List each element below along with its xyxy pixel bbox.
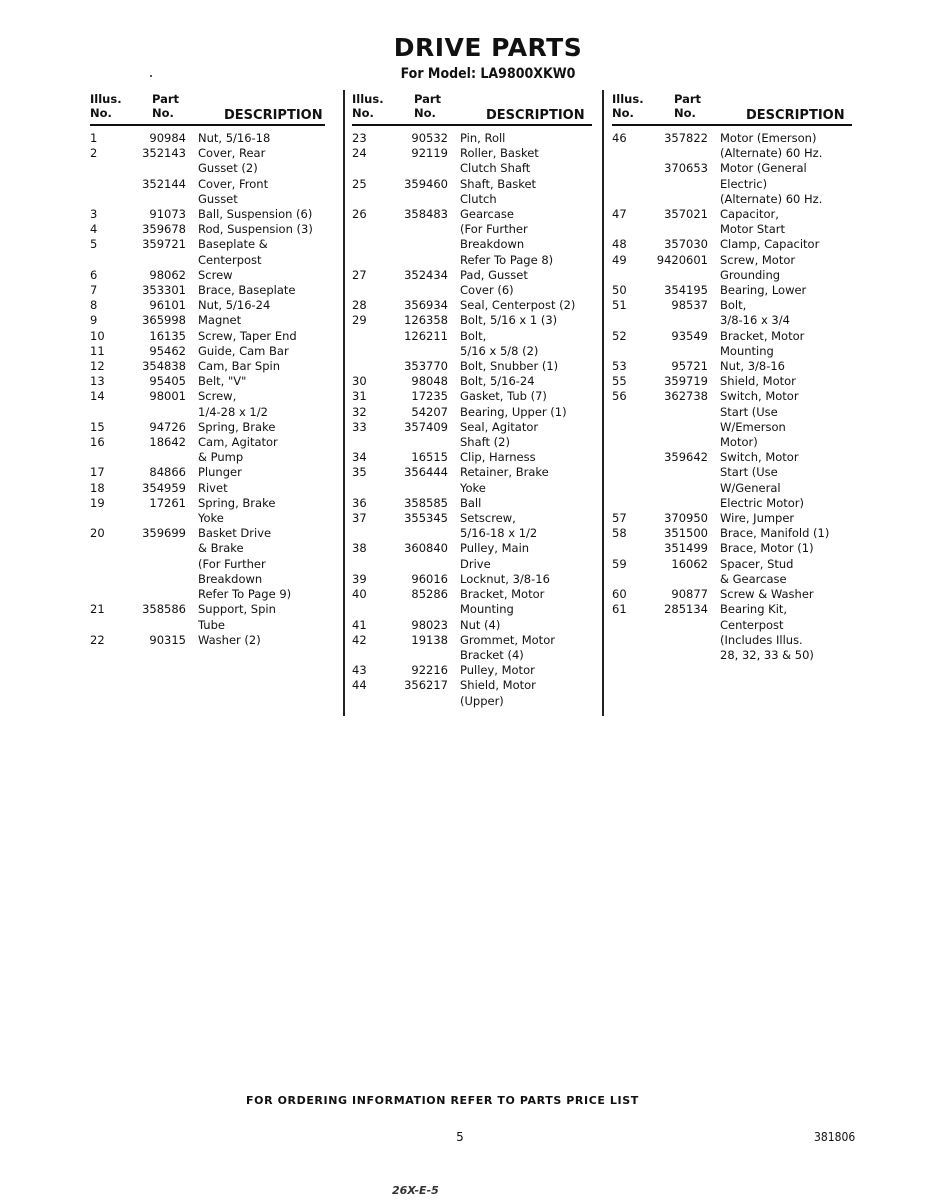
illus-number: 7 bbox=[90, 283, 98, 298]
part-description: Pulley, Motor bbox=[460, 663, 535, 678]
part-row bbox=[90, 131, 325, 146]
part-number: 98048 bbox=[411, 374, 448, 389]
part-number: 90315 bbox=[149, 632, 186, 647]
illus-number: 12 bbox=[90, 359, 105, 374]
part-row bbox=[352, 541, 592, 571]
illus-number: 20 bbox=[90, 526, 105, 541]
part-row bbox=[352, 496, 592, 511]
illus-number: 61 bbox=[612, 602, 627, 617]
illus-number: 25 bbox=[352, 176, 367, 191]
part-number: 359460 bbox=[404, 176, 448, 191]
part-row bbox=[612, 161, 852, 207]
part-number: 354195 bbox=[664, 283, 708, 298]
column-divider bbox=[343, 90, 345, 716]
part-row bbox=[612, 602, 852, 663]
part-row bbox=[352, 313, 592, 328]
illus-number: 14 bbox=[90, 389, 105, 404]
part-description: Shield, Motor bbox=[720, 374, 796, 389]
illus-number: 34 bbox=[352, 450, 367, 465]
part-description: Seal, Centerpost (2) bbox=[460, 298, 576, 313]
illus-number: 40 bbox=[352, 587, 367, 602]
part-number: 93549 bbox=[671, 328, 708, 343]
part-row bbox=[612, 359, 852, 374]
part-description: Bearing Kit, Centerpost (Includes Illus. 28, 32, 33 & 50) bbox=[720, 602, 814, 662]
illus-number: 31 bbox=[352, 389, 367, 404]
illus-number: 13 bbox=[90, 374, 105, 389]
part-description: Basket Drive & Brake (For Further Breakdown Refer To Page 9) bbox=[198, 526, 292, 602]
part-number: 96101 bbox=[149, 298, 186, 313]
part-row bbox=[90, 237, 325, 267]
parts-rows bbox=[90, 126, 325, 648]
part-description: Seal, Agitator Shaft (2) bbox=[460, 419, 539, 450]
part-description: Bearing, Lower bbox=[720, 283, 807, 298]
part-number: 357030 bbox=[664, 237, 708, 252]
part-description: Washer (2) bbox=[198, 632, 261, 647]
part-row bbox=[612, 253, 852, 283]
part-number: 92119 bbox=[411, 146, 448, 161]
illus-number: 56 bbox=[612, 389, 627, 404]
illus-number bbox=[90, 177, 130, 207]
part-row bbox=[352, 268, 592, 298]
illus-number: 52 bbox=[612, 328, 627, 343]
part-row bbox=[352, 663, 592, 678]
illus-number: 27 bbox=[352, 267, 367, 282]
part-description: Screw, 1/4-28 x 1/2 bbox=[198, 389, 268, 419]
part-description: Ball bbox=[460, 495, 482, 510]
header-description: DESCRIPTION bbox=[486, 108, 585, 123]
part-description: Nut, 5/16-18 bbox=[198, 131, 271, 145]
illus-number: 60 bbox=[612, 587, 627, 602]
illus-number: 30 bbox=[352, 374, 367, 389]
part-row bbox=[352, 587, 592, 617]
part-number: 90877 bbox=[671, 587, 708, 602]
part-number: 126358 bbox=[404, 313, 448, 328]
illus-number: 8 bbox=[90, 298, 98, 313]
illus-number: 33 bbox=[352, 419, 367, 434]
document-number: 381806 bbox=[814, 1130, 856, 1144]
page-title: DRIVE PARTS bbox=[393, 33, 583, 62]
part-description: Capacitor, Motor Start bbox=[720, 207, 785, 237]
part-number: 359719 bbox=[664, 374, 708, 389]
part-row bbox=[352, 465, 592, 495]
part-row bbox=[352, 298, 592, 313]
part-row bbox=[90, 146, 325, 176]
part-description: Spring, Brake Yoke bbox=[198, 495, 276, 526]
part-row bbox=[352, 405, 592, 420]
part-number: 358585 bbox=[404, 495, 448, 510]
illus-number: 2 bbox=[90, 146, 98, 161]
part-description: Bolt, 3/8-16 x 3/4 bbox=[720, 298, 790, 328]
part-description: Nut, 5/16-24 bbox=[198, 298, 271, 313]
part-description: Screw, Motor Grounding bbox=[720, 252, 796, 282]
part-description: Belt, "V" bbox=[198, 374, 247, 389]
part-number: 98023 bbox=[411, 617, 448, 632]
parts-column-3 bbox=[612, 92, 852, 663]
part-row bbox=[90, 344, 325, 359]
part-row bbox=[612, 374, 852, 389]
part-row bbox=[352, 207, 592, 268]
parts-column-1 bbox=[90, 92, 325, 648]
part-row bbox=[612, 526, 852, 541]
illus-number: 43 bbox=[352, 663, 367, 678]
part-description: Bolt, 5/16 x 1 (3) bbox=[460, 313, 558, 328]
part-description: Nut, 3/8-16 bbox=[720, 359, 786, 374]
part-number: 85286 bbox=[411, 587, 448, 602]
part-row bbox=[352, 618, 592, 633]
column-header bbox=[90, 92, 325, 126]
part-description: Pulley, Main Drive bbox=[460, 541, 530, 571]
illus-number: 19 bbox=[90, 495, 105, 510]
part-row bbox=[352, 389, 592, 404]
part-row bbox=[612, 450, 852, 511]
part-description: Gearcase (For Further Breakdown Refer To Page 8) bbox=[460, 207, 554, 267]
illus-number: 26 bbox=[352, 207, 367, 222]
illus-number: 21 bbox=[90, 602, 105, 617]
header-illus-no: Illus. No. bbox=[90, 92, 122, 120]
part-number: 360840 bbox=[404, 541, 448, 556]
model-subtitle: For Model: LA9800XKW0 bbox=[400, 66, 576, 82]
part-row bbox=[90, 222, 325, 237]
part-row bbox=[612, 511, 852, 526]
part-row bbox=[90, 329, 325, 344]
part-number: 359699 bbox=[142, 526, 186, 541]
part-description: Bracket, Motor Mounting bbox=[460, 587, 545, 617]
part-number: 18642 bbox=[149, 435, 186, 450]
part-description: Pad, Gusset Cover (6) bbox=[460, 267, 528, 298]
illus-number: 9 bbox=[90, 313, 98, 328]
part-description: Pin, Roll bbox=[460, 131, 506, 145]
part-description: Spacer, Stud & Gearcase bbox=[720, 556, 794, 586]
part-number: 354959 bbox=[142, 480, 186, 495]
illus-number: 29 bbox=[352, 313, 367, 328]
part-description: Bracket, Motor Mounting bbox=[720, 328, 805, 358]
part-number: 96016 bbox=[411, 571, 448, 586]
header-illus-no: Illus. No. bbox=[612, 92, 644, 120]
part-number: 358483 bbox=[404, 207, 448, 222]
part-row bbox=[90, 207, 325, 222]
parts-rows bbox=[612, 126, 852, 663]
header-part-no: Part No. bbox=[414, 92, 442, 120]
part-number: 370950 bbox=[664, 511, 708, 526]
part-number: 359678 bbox=[142, 222, 186, 237]
part-row bbox=[90, 526, 325, 602]
part-description: Support, Spin Tube bbox=[198, 602, 276, 632]
part-number: 19138 bbox=[411, 632, 448, 647]
part-row bbox=[90, 298, 325, 313]
parts-rows bbox=[352, 126, 592, 709]
part-row bbox=[352, 359, 592, 374]
illus-number: 44 bbox=[352, 678, 367, 693]
part-description: Shaft, Basket Clutch bbox=[460, 176, 537, 206]
part-number: 98537 bbox=[671, 298, 708, 313]
part-description: Rivet bbox=[198, 480, 228, 495]
part-number: 17261 bbox=[149, 495, 186, 510]
part-description: Cam, Agitator & Pump bbox=[198, 435, 278, 465]
part-row bbox=[612, 207, 852, 237]
part-description: Switch, Motor Start (Use W/Emerson Motor) bbox=[720, 389, 799, 450]
part-number: 352144 bbox=[142, 176, 186, 191]
part-row bbox=[352, 177, 592, 207]
part-number: 354838 bbox=[142, 359, 186, 374]
part-number: 351499 bbox=[664, 541, 708, 556]
column-header bbox=[612, 92, 852, 126]
illus-number: 46 bbox=[612, 131, 627, 145]
part-number: 359642 bbox=[664, 450, 708, 465]
part-row bbox=[612, 541, 852, 556]
part-row bbox=[90, 633, 325, 648]
part-number: 365998 bbox=[142, 313, 186, 328]
part-number: 94726 bbox=[149, 419, 186, 434]
part-row bbox=[90, 465, 325, 480]
part-description: Brace, Baseplate bbox=[198, 283, 296, 298]
part-row bbox=[352, 420, 592, 450]
part-number: 98001 bbox=[149, 389, 186, 404]
handwritten-mark: 26X-E-5 bbox=[392, 1184, 439, 1197]
part-number: 91073 bbox=[149, 207, 186, 222]
part-description: Bearing, Upper (1) bbox=[460, 404, 567, 419]
page-number: 5 bbox=[456, 1130, 464, 1144]
part-number: 16515 bbox=[411, 450, 448, 465]
illus-number: 5 bbox=[90, 237, 98, 252]
part-description: Spring, Brake bbox=[198, 419, 276, 434]
illus-number bbox=[612, 450, 652, 511]
part-description: Gasket, Tub (7) bbox=[460, 389, 547, 404]
part-number: 16062 bbox=[671, 556, 708, 571]
illus-number: 22 bbox=[90, 632, 105, 647]
column-divider bbox=[602, 90, 604, 716]
part-description: Locknut, 3/8-16 bbox=[460, 571, 550, 586]
illus-number: 47 bbox=[612, 207, 627, 222]
part-description: Screw & Washer bbox=[720, 587, 814, 602]
part-row bbox=[352, 450, 592, 465]
part-description: Plunger bbox=[198, 465, 242, 480]
part-number: 358586 bbox=[142, 602, 186, 617]
part-row bbox=[90, 420, 325, 435]
part-number: 352434 bbox=[404, 267, 448, 282]
part-row bbox=[352, 572, 592, 587]
part-description: Grommet, Motor Bracket (4) bbox=[460, 632, 555, 662]
part-row bbox=[90, 389, 325, 419]
illus-number: 35 bbox=[352, 465, 367, 480]
part-number: 9420601 bbox=[656, 252, 708, 267]
illus-number: 48 bbox=[612, 237, 627, 252]
part-description: Brace, Manifold (1) bbox=[720, 526, 830, 541]
part-number: 92216 bbox=[411, 663, 448, 678]
part-description: Cover, Rear Gusset (2) bbox=[198, 146, 266, 176]
part-row bbox=[352, 633, 592, 663]
part-row bbox=[352, 131, 592, 146]
part-description: Motor (Emerson) (Alternate) 60 Hz. bbox=[720, 131, 823, 161]
part-row bbox=[352, 146, 592, 176]
illus-number: 23 bbox=[352, 131, 367, 145]
part-number: 357409 bbox=[404, 419, 448, 434]
part-number: 90532 bbox=[411, 131, 448, 145]
part-number: 370653 bbox=[664, 161, 708, 176]
part-row bbox=[90, 435, 325, 465]
part-row bbox=[90, 359, 325, 374]
part-row bbox=[612, 237, 852, 252]
illus-number: 37 bbox=[352, 511, 367, 526]
illus-number: 11 bbox=[90, 343, 105, 358]
part-row bbox=[90, 177, 325, 207]
illus-number: 49 bbox=[612, 252, 627, 267]
part-description: Screw bbox=[198, 267, 233, 282]
part-number: 356934 bbox=[404, 298, 448, 313]
part-row bbox=[90, 283, 325, 298]
parts-column-2 bbox=[352, 92, 592, 709]
part-description: Nut (4) bbox=[460, 617, 501, 632]
part-row bbox=[352, 374, 592, 389]
part-description: Clip, Harness bbox=[460, 450, 536, 465]
part-number: 357021 bbox=[664, 207, 708, 222]
illus-number: 3 bbox=[90, 207, 98, 222]
part-row bbox=[612, 329, 852, 359]
part-number: 126211 bbox=[404, 328, 448, 343]
illus-number: 53 bbox=[612, 359, 627, 374]
part-number: 54207 bbox=[411, 404, 448, 419]
part-row bbox=[90, 481, 325, 496]
part-number: 95721 bbox=[671, 359, 708, 374]
part-description: Switch, Motor Start (Use W/General Electric Motor) bbox=[720, 450, 804, 510]
part-number: 95405 bbox=[149, 374, 186, 389]
part-row bbox=[352, 511, 592, 541]
illus-number: 17 bbox=[90, 465, 105, 480]
illus-number: 50 bbox=[612, 283, 627, 298]
header-illus-no: Illus. No. bbox=[352, 92, 384, 120]
part-description: Wire, Jumper bbox=[720, 511, 795, 526]
illus-number: 55 bbox=[612, 374, 627, 389]
illus-number: 36 bbox=[352, 495, 367, 510]
illus-number bbox=[352, 329, 392, 359]
illus-number: 57 bbox=[612, 511, 627, 526]
part-number: 95462 bbox=[149, 343, 186, 358]
part-description: Setscrew, 5/16-18 x 1/2 bbox=[460, 511, 538, 541]
illus-number: 38 bbox=[352, 541, 367, 556]
part-row bbox=[352, 678, 592, 708]
part-description: Roller, Basket Clutch Shaft bbox=[460, 146, 539, 176]
part-description: Brace, Motor (1) bbox=[720, 541, 814, 556]
part-number: 285134 bbox=[664, 602, 708, 617]
part-row bbox=[90, 313, 325, 328]
part-row bbox=[612, 557, 852, 587]
part-row bbox=[612, 283, 852, 298]
illus-number: 28 bbox=[352, 298, 367, 313]
part-row bbox=[352, 329, 592, 359]
illus-number: 4 bbox=[90, 222, 98, 237]
illus-number: 42 bbox=[352, 632, 367, 647]
column-header bbox=[352, 92, 592, 126]
part-description: Cam, Bar Spin bbox=[198, 359, 280, 374]
part-description: Clamp, Capacitor bbox=[720, 237, 820, 252]
header-part-no: Part No. bbox=[152, 92, 180, 120]
part-row bbox=[90, 602, 325, 632]
part-description: Screw, Taper End bbox=[198, 328, 297, 343]
illus-number: 41 bbox=[352, 617, 367, 632]
part-number: 357822 bbox=[664, 131, 708, 145]
header-description: DESCRIPTION bbox=[224, 108, 323, 123]
part-number: 353301 bbox=[142, 283, 186, 298]
header-description: DESCRIPTION bbox=[746, 108, 845, 123]
illus-number: 24 bbox=[352, 146, 367, 161]
illus-number: 6 bbox=[90, 267, 98, 282]
part-description: Bolt, Snubber (1) bbox=[460, 359, 559, 374]
part-number: 16135 bbox=[149, 328, 186, 343]
ordering-note: FOR ORDERING INFORMATION REFER TO PARTS PRICE LIST bbox=[246, 1094, 639, 1107]
part-number: 98062 bbox=[149, 267, 186, 282]
illus-number: 58 bbox=[612, 526, 627, 541]
illus-number: 16 bbox=[90, 435, 105, 450]
illus-number bbox=[352, 359, 392, 374]
part-row bbox=[612, 298, 852, 328]
part-number: 90984 bbox=[149, 131, 186, 145]
part-description: Retainer, Brake Yoke bbox=[460, 465, 549, 495]
illus-number: 51 bbox=[612, 298, 627, 313]
part-description: Ball, Suspension (6) bbox=[198, 207, 313, 222]
part-number: 84866 bbox=[149, 465, 186, 480]
part-row bbox=[90, 496, 325, 526]
illus-number: 32 bbox=[352, 404, 367, 419]
illus-number: 59 bbox=[612, 556, 627, 571]
illus-number: 10 bbox=[90, 328, 105, 343]
part-row bbox=[612, 587, 852, 602]
part-number: 356444 bbox=[404, 465, 448, 480]
part-description: Magnet bbox=[198, 313, 242, 328]
header-part-no: Part No. bbox=[674, 92, 702, 120]
illus-number: 1 bbox=[90, 131, 98, 145]
part-number: 359721 bbox=[142, 237, 186, 252]
illus-number bbox=[612, 541, 652, 556]
part-row bbox=[90, 374, 325, 389]
part-number: 353770 bbox=[404, 359, 448, 374]
part-description: Bolt, 5/16 x 5/8 (2) bbox=[460, 328, 539, 358]
part-number: 362738 bbox=[664, 389, 708, 404]
illus-number: 15 bbox=[90, 419, 105, 434]
part-row bbox=[612, 131, 852, 161]
illus-number bbox=[612, 161, 652, 207]
part-number: 17235 bbox=[411, 389, 448, 404]
part-number: 352143 bbox=[142, 146, 186, 161]
part-description: Rod, Suspension (3) bbox=[198, 222, 313, 237]
part-number: 351500 bbox=[664, 526, 708, 541]
part-description: Guide, Cam Bar bbox=[198, 343, 289, 358]
part-description: Motor (General Electric) (Alternate) 60 Hz. bbox=[720, 161, 823, 206]
illus-number: 18 bbox=[90, 480, 105, 495]
part-description: Cover, Front Gusset bbox=[198, 176, 269, 206]
part-row bbox=[90, 268, 325, 283]
part-number: 355345 bbox=[404, 511, 448, 526]
part-description: Baseplate & Centerpost bbox=[198, 237, 268, 267]
part-description: Bolt, 5/16-24 bbox=[460, 374, 535, 389]
part-row bbox=[612, 389, 852, 450]
part-description: Shield, Motor (Upper) bbox=[460, 678, 536, 708]
part-number: 356217 bbox=[404, 678, 448, 693]
illus-number: 39 bbox=[352, 571, 367, 586]
